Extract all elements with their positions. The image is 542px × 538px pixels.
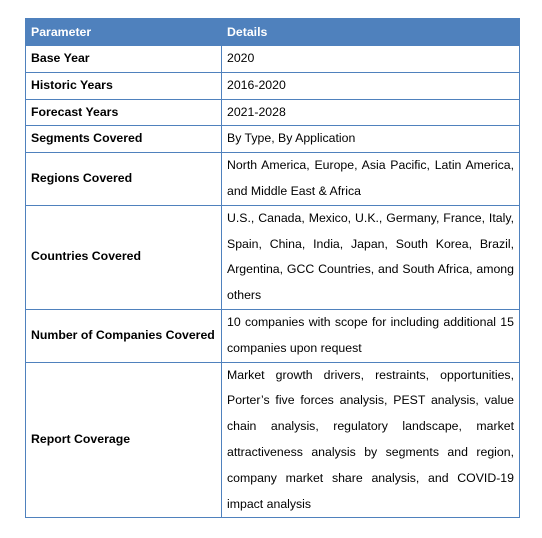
table-row [26,309,520,362]
table-row [26,126,520,153]
header-parameter: Parameter [26,19,222,46]
report-scope-table [25,18,520,518]
row-parameter: Forecast Years [26,99,222,126]
table-row [26,362,520,518]
row-details: 2021-2028 [222,99,520,126]
row-details: 10 companies with scope for including additional 15 companies upon request [222,309,520,362]
row-parameter: Report Coverage [26,362,222,518]
header-details: Details [222,19,520,46]
table-row [26,72,520,99]
row-parameter: Base Year [26,46,222,73]
table-row [26,46,520,73]
row-parameter: Countries Covered [26,205,222,309]
table-row [26,99,520,126]
row-details: 2016-2020 [222,72,520,99]
row-parameter: Historic Years [26,72,222,99]
row-parameter: Segments Covered [26,126,222,153]
row-details: 2020 [222,46,520,73]
row-parameter: Number of Companies Covered [26,309,222,362]
table-row [26,205,520,309]
row-details: By Type, By Application [222,126,520,153]
row-parameter: Regions Covered [26,153,222,206]
table-body [26,46,520,518]
table-header [26,19,520,46]
table-row [26,153,520,206]
header-row [26,19,520,46]
row-details: U.S., Canada, Mexico, U.K., Germany, France, Italy, Spain, China, India, Japan, South Korea, Brazil, Argentina, GCC Countries, and South Africa, among others [222,205,520,309]
row-details: Market growth drivers, restraints, opportunities, Porter’s five forces analysis, PEST analysis, value chain analysis, regulatory landscape, market attractiveness analysis by segments and region, company market share analysis, and COVID-19 impact analysis [222,362,520,518]
row-details: North America, Europe, Asia Pacific, Latin America, and Middle East & Africa [222,153,520,206]
